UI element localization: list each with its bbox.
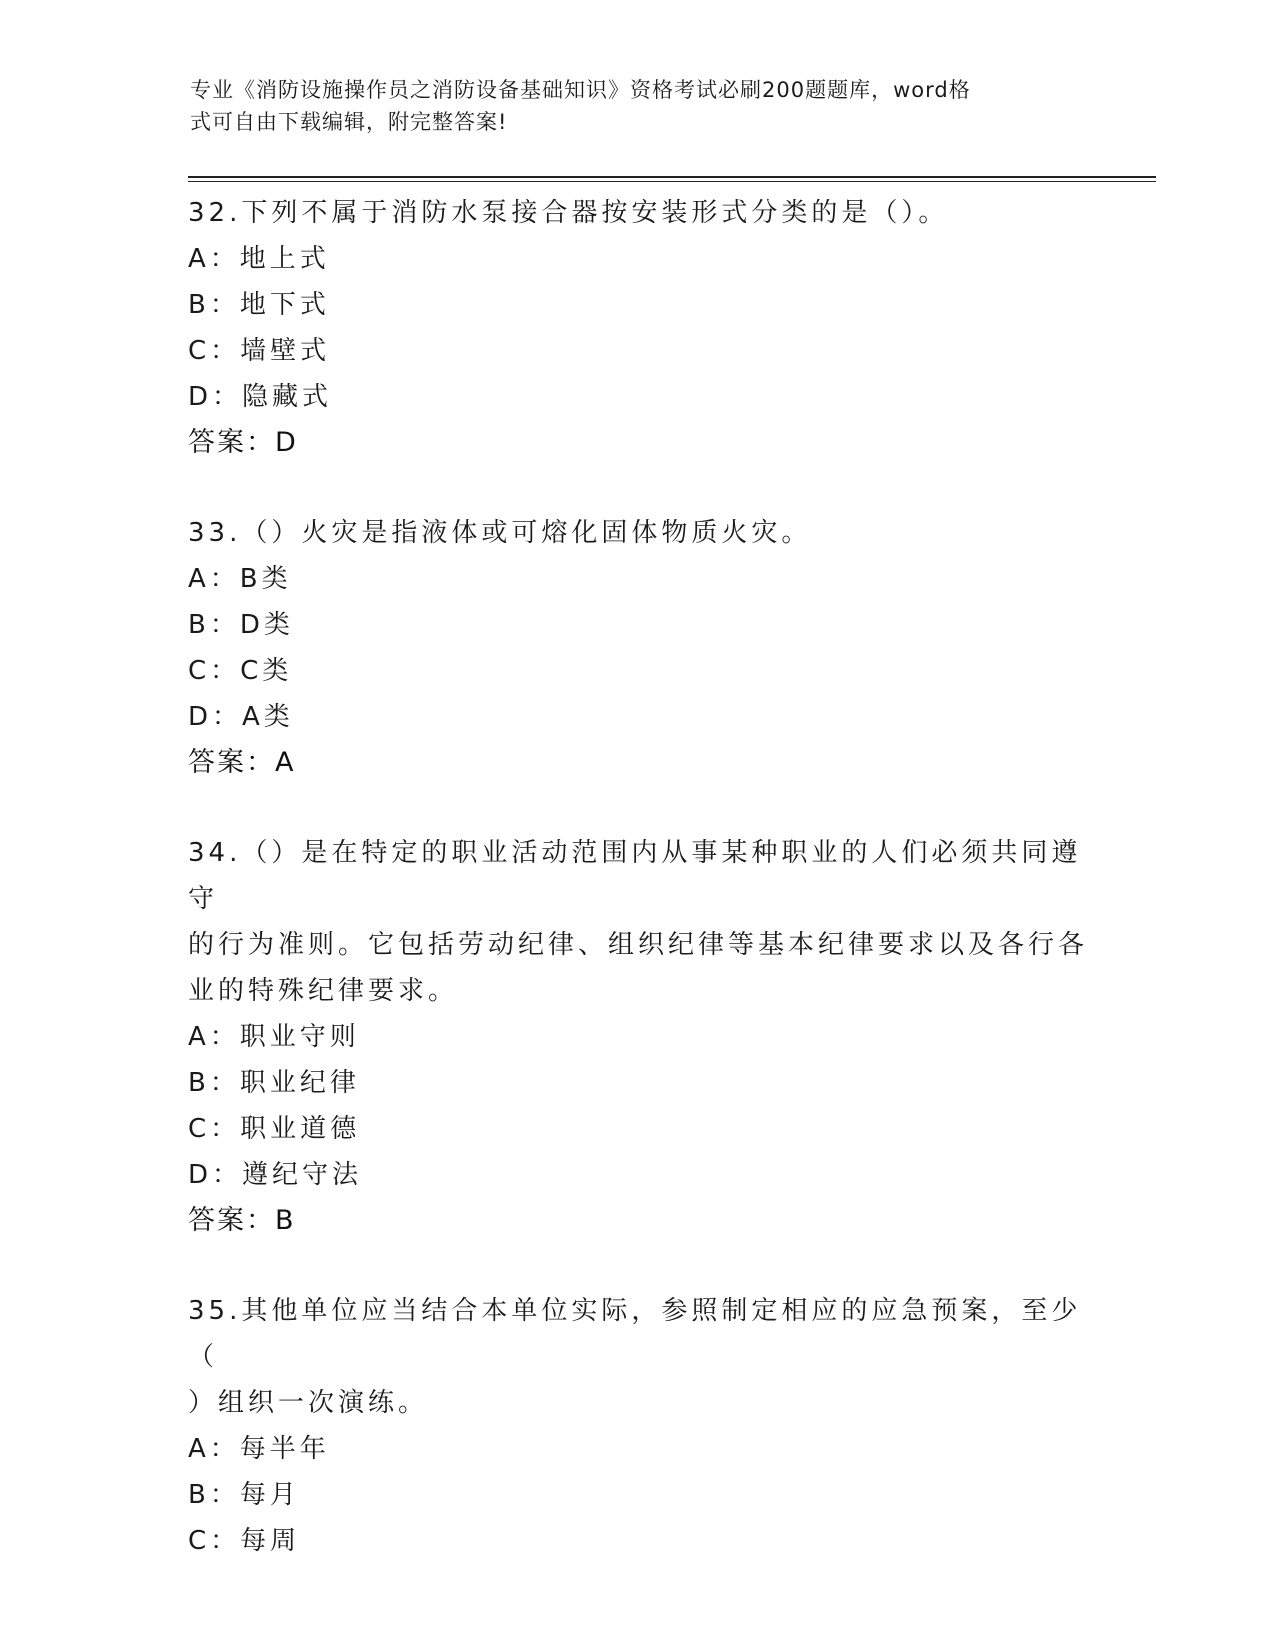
option-a: A：每半年	[188, 1434, 330, 1464]
header-line-2: 式可自由下载编辑，附完整答案!	[190, 110, 508, 134]
answer: 答案：D	[188, 427, 298, 458]
option-b: B：地下式	[188, 290, 330, 320]
answer: 答案：A	[188, 747, 296, 778]
option-d: D：A类	[188, 702, 294, 732]
option-b: B：职业纪律	[188, 1068, 360, 1098]
document-header	[190, 74, 1070, 138]
header-divider-thick	[188, 176, 1156, 178]
option-c: C：墙壁式	[188, 336, 331, 366]
answer: 答案：B	[188, 1205, 296, 1236]
question-35	[188, 1288, 1088, 1564]
question-stem-line-1: 34.（）是在特定的职业活动范围内从事某种职业的人们必须共同遵守	[188, 838, 1082, 914]
question-33	[188, 510, 1088, 786]
question-stem: 33.（）火灾是指液体或可熔化固体物质火灾。	[188, 518, 812, 548]
option-b: B：每月	[188, 1480, 300, 1510]
option-d: D：隐藏式	[188, 382, 333, 412]
option-c: C：职业道德	[188, 1114, 361, 1144]
question-34	[188, 830, 1088, 1244]
question-list	[188, 190, 1088, 1608]
question-stem-line-2: 的行为准则。它包括劳动纪律、组织纪律等基本纪律要求以及各行各	[188, 930, 1089, 960]
header-divider-thin	[188, 181, 1156, 182]
option-c: C：每周	[188, 1526, 301, 1556]
option-a: A：地上式	[188, 244, 330, 274]
question-stem: 32.下列不属于消防水泵接合器按安装形式分类的是（）。	[188, 198, 949, 228]
option-a: A：B类	[188, 564, 292, 594]
question-32	[188, 190, 1088, 466]
option-c: C：C类	[188, 656, 293, 686]
option-a: A：职业守则	[188, 1022, 360, 1052]
question-stem-line-3: 业的特殊纪律要求。	[188, 976, 459, 1006]
question-stem-line-2: ）组织一次演练。	[188, 1388, 429, 1418]
question-stem-line-1: 35.其他单位应当结合本单位实际，参照制定相应的应急预案，至少（	[188, 1296, 1082, 1372]
header-line-1: 专业《消防设施操作员之消防设备基础知识》资格考试必刷200题题库，word格	[190, 78, 971, 102]
option-b: B：D类	[188, 610, 294, 640]
option-d: D：遵纪守法	[188, 1160, 363, 1190]
